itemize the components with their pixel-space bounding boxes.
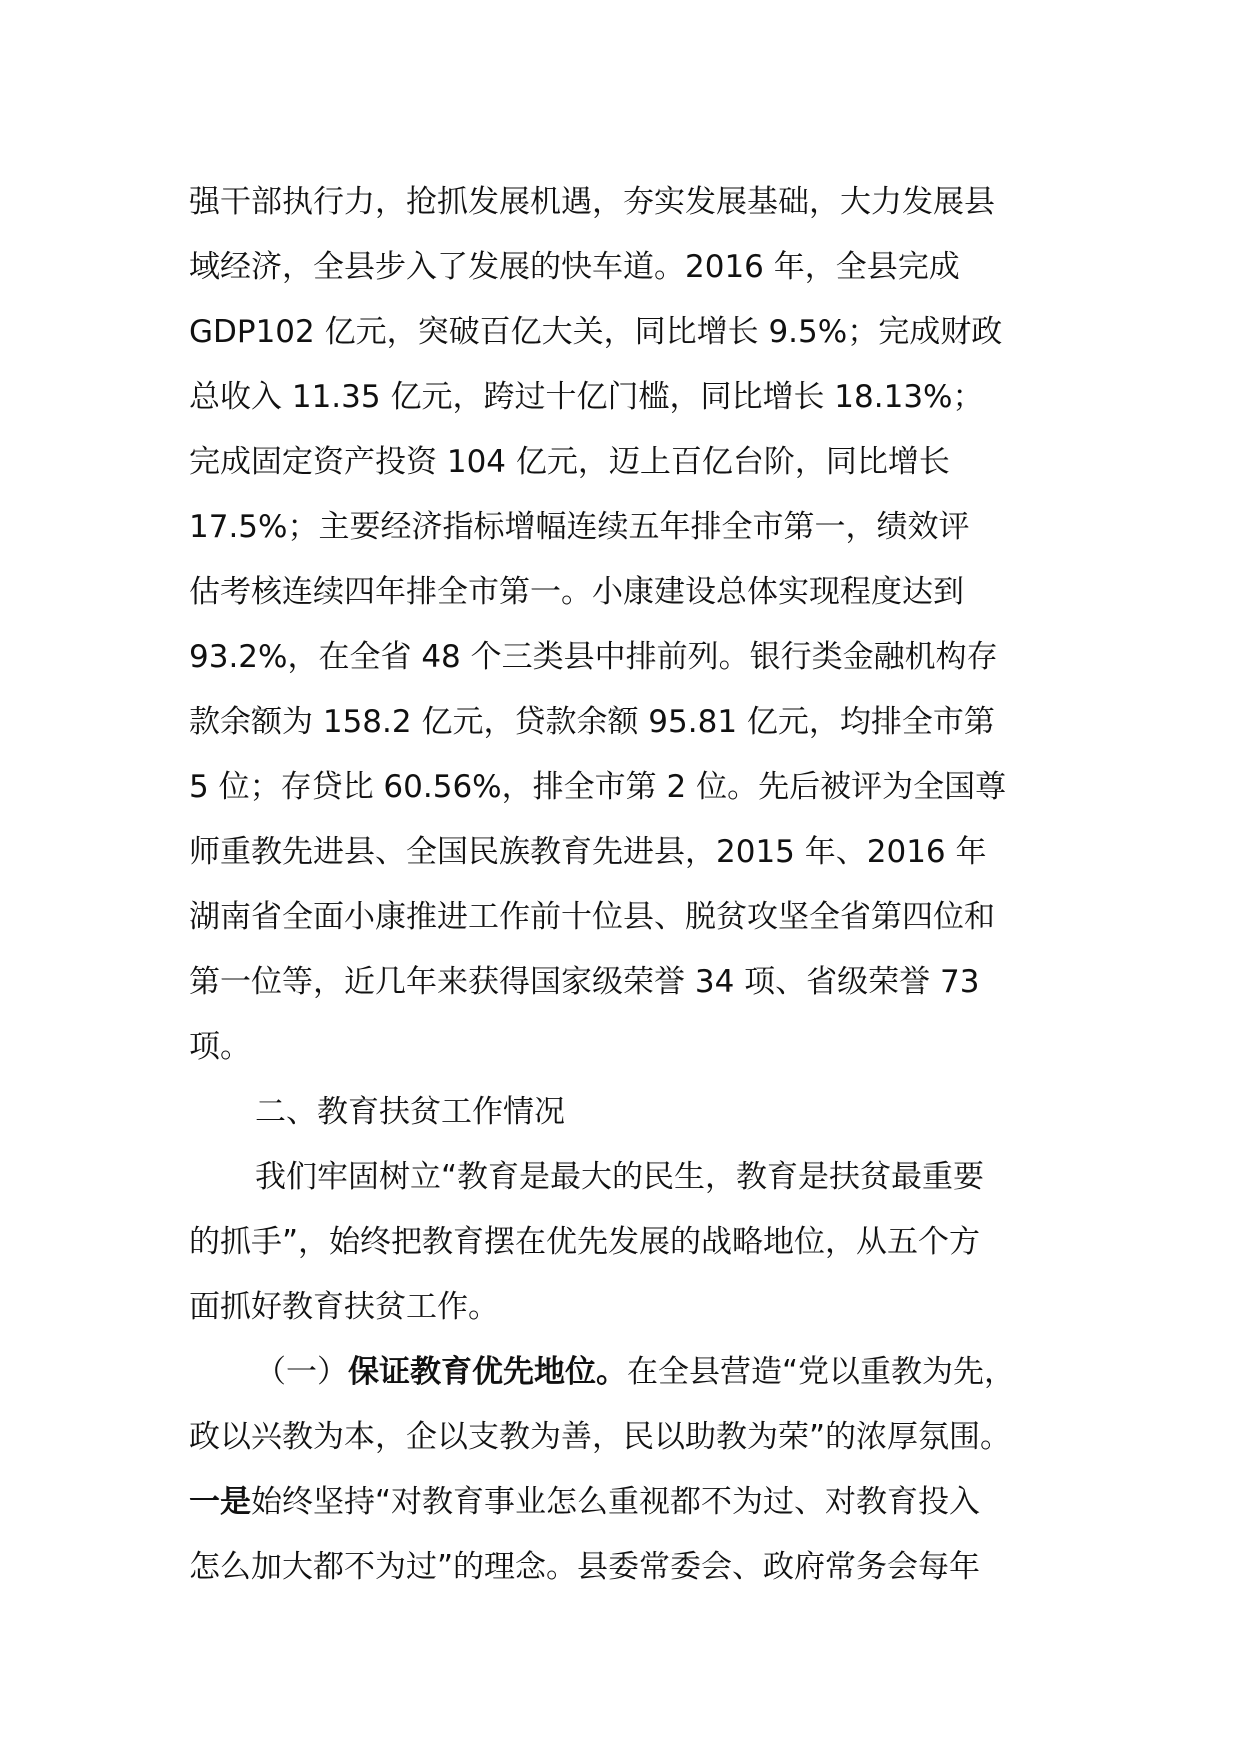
text-line: 17.5%；主要经济指标增幅连续五年排全市第一，绩效评 <box>189 509 970 545</box>
text-line: 款余额为 158.2 亿元，贷款余额 95.81 亿元，均排全市第 <box>189 704 995 740</box>
text-line: 93.2%，在全省 48 个三类县中排前列。银行类金融机构存 <box>189 639 998 675</box>
text-line: 域经济，全县步入了发展的快车道。2016 年，全县完成 <box>189 249 960 285</box>
subsection-title: 保证教育优先地位。 <box>348 1354 627 1390</box>
text-line: 师重教先进县、全国民族教育先进县，2015 年、2016 年 <box>189 834 987 870</box>
text-line: 怎么加大都不为过”的理念。县委常委会、政府常务会每年 <box>189 1549 981 1585</box>
subsection-line <box>189 1340 1079 1405</box>
text-line: GDP102 亿元，突破百亿大关，同比增长 9.5%；完成财政 <box>189 314 1003 350</box>
point-text: 始终坚持“对教育事业怎么重视都不为过、对教育投入 <box>251 1484 981 1520</box>
body-text <box>189 170 1079 1600</box>
text-line: 总收入 11.35 亿元，跨过十亿门槛，同比增长 18.13%； <box>189 379 984 415</box>
section-heading: 二、教育扶贫工作情况 <box>255 1094 565 1130</box>
text-line: 面抓好教育扶贫工作。 <box>189 1289 499 1325</box>
subsection-text: 在全县营造“党以重教为先， <box>627 1354 1016 1390</box>
subsection-prefix: （一） <box>255 1354 348 1390</box>
text-line: 强干部执行力，抢抓发展机遇，夯实发展基础，大力发展县 <box>189 184 995 220</box>
text-line: 我们牢固树立“教育是最大的民生，教育是扶贫最重要 <box>255 1159 985 1195</box>
text-line: 5 位；存贷比 60.56%，排全市第 2 位。先后被评为全国尊 <box>189 769 1007 805</box>
text-line: 完成固定资产投资 104 亿元，迈上百亿台阶，同比增长 <box>189 444 950 480</box>
point-line <box>189 1470 1079 1535</box>
text-line: 政以兴教为本，企以支教为善，民以助教为荣”的浓厚氛围。 <box>189 1419 1012 1455</box>
text-line: 估考核连续四年排全市第一。小康建设总体实现程度达到 <box>189 574 964 610</box>
point-marker: 一是 <box>189 1484 251 1520</box>
text-line: 第一位等，近几年来获得国家级荣誉 34 项、省级荣誉 73 <box>189 964 980 1000</box>
text-line: 的抓手”，始终把教育摆在优先发展的战略地位，从五个方 <box>189 1224 981 1260</box>
text-line: 项。 <box>189 1029 251 1065</box>
text-line: 湖南省全面小康推进工作前十位县、脱贫攻坚全省第四位和 <box>189 899 995 935</box>
